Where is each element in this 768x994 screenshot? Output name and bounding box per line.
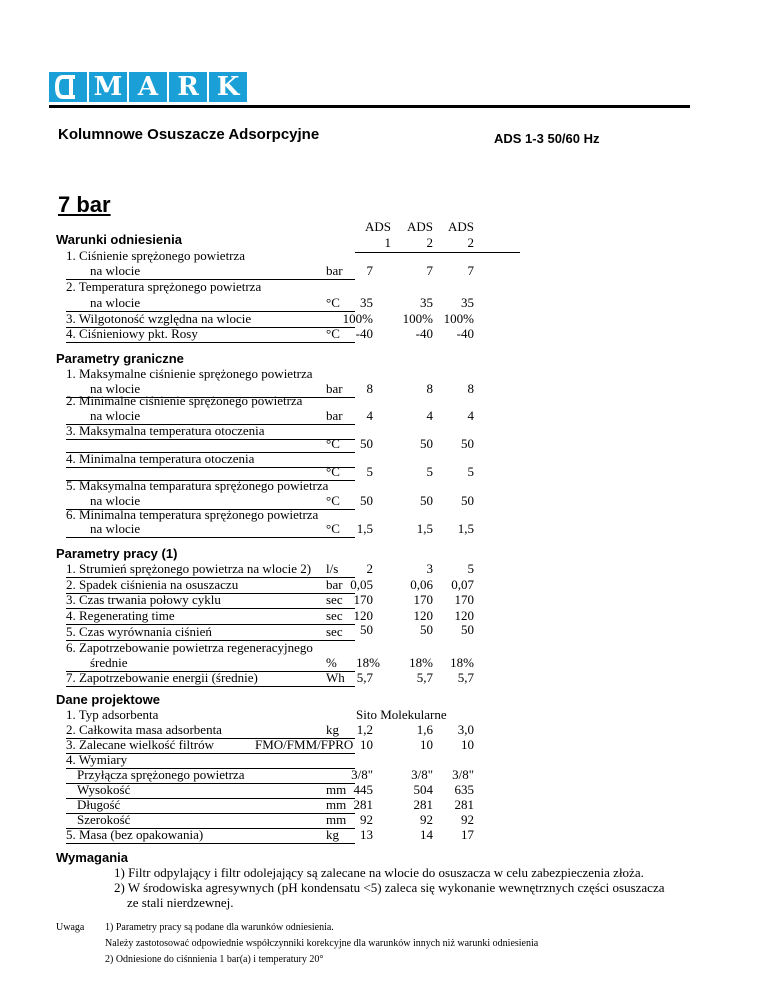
- requirement-item: 1) Filtr odpylający i filtr odolejający są zalecane na wlocie do osuszacza w celu zabezpieczenia złoża.: [114, 865, 644, 880]
- row-label: 2. Temperatura sprężonego powietrza: [66, 279, 262, 294]
- value-cell: 2: [366, 561, 373, 576]
- row-label: na wlocie: [90, 295, 141, 310]
- row-label: 5. Czas wyrównania ciśnień: [66, 624, 212, 639]
- row-label: na wlocie: [90, 521, 141, 536]
- value-cell: 18%: [409, 655, 433, 670]
- value-cell: 5: [467, 561, 474, 576]
- note-item: Należy zastotosować odpowiednie współczynniki korekcyjne dla warunków innych niż warunki odniesienia: [105, 938, 539, 949]
- value-cell: 170: [353, 592, 373, 607]
- value-cell: 8: [366, 381, 373, 396]
- unit-label: °C: [326, 295, 340, 310]
- value-cell: 120: [353, 608, 373, 623]
- value-cell: 50: [420, 622, 433, 637]
- row-underline: [66, 686, 355, 687]
- row-label: na wlocie: [90, 263, 141, 278]
- row-label: 2. Minimalne ciśnienie sprężonego powietrza: [66, 393, 303, 408]
- row-underline: [66, 467, 355, 468]
- value-cell: 100%: [443, 311, 474, 326]
- value-cell: 50: [360, 622, 373, 637]
- value-cell: 5: [366, 464, 373, 479]
- column-header: ADS 2: [406, 219, 433, 250]
- logo-letter: K: [209, 72, 247, 102]
- value-cell: 13: [360, 827, 373, 842]
- row-label: 4. Regenerating time: [66, 608, 175, 623]
- value-cell: -40: [355, 326, 373, 341]
- header-rule: [49, 105, 690, 108]
- unit-label: Wh: [326, 670, 345, 685]
- unit-label: kg: [326, 827, 339, 842]
- row-underline: [66, 843, 355, 844]
- row-label: Długość: [77, 797, 121, 812]
- row-label: na wlocie: [90, 493, 141, 508]
- requirement-item: 2) W środowiska agresywnych (pH kondensatu <5) zaleca się wykonanie wewnętrznych części osuszacza: [114, 880, 665, 895]
- value-cell: 35: [360, 295, 373, 310]
- requirements-title: Wymagania: [56, 850, 129, 865]
- value-cell: 50: [360, 436, 373, 451]
- value-cell: -40: [456, 326, 474, 341]
- row-label: na wlocie: [90, 408, 141, 423]
- value-cell: 50: [360, 493, 373, 508]
- value-cell: 50: [420, 436, 433, 451]
- row-label: 4. Minimalna temperatura otoczenia: [66, 451, 255, 466]
- row-label: 7. Zapotrzebowanie energii (średnie): [66, 670, 258, 685]
- unit-label: mm: [326, 812, 347, 827]
- value-cell: 445: [353, 782, 373, 797]
- unit-label: %: [326, 655, 337, 670]
- value-cell: 1,5: [356, 521, 373, 536]
- logo-mark-symbol: [49, 72, 87, 102]
- unit-label: FMO/FMM/FPRO: [255, 737, 354, 752]
- row-label: 1. Ciśnienie sprężonego powietrza: [66, 248, 246, 263]
- value-cell: 5,7: [356, 670, 373, 685]
- value-cell: 3: [426, 561, 433, 576]
- unit-label: °C: [326, 493, 340, 508]
- value-cell: 17: [461, 827, 474, 842]
- logo-letter: M: [89, 72, 127, 102]
- value-cell: 170: [413, 592, 433, 607]
- requirement-item: ze stali nierdzewnej.: [127, 895, 234, 910]
- value-cell: 50: [461, 436, 474, 451]
- value-cell: 0,07: [451, 577, 474, 592]
- value-cell: 3/8": [411, 767, 433, 782]
- section-title: Dane projektowe: [56, 692, 161, 707]
- unit-label: bar: [326, 381, 343, 396]
- section-title: Parametry pracy (1): [56, 546, 178, 561]
- value-cell: 7: [426, 263, 433, 278]
- unit-label: °C: [326, 464, 340, 479]
- value-cell: 100%: [402, 311, 433, 326]
- row-underline: [66, 439, 355, 440]
- value-cell: 281: [413, 797, 433, 812]
- unit-label: l/s: [326, 561, 339, 576]
- value-cell: 92: [420, 812, 433, 827]
- mark-logo: [49, 72, 247, 102]
- value-cell: 100%: [342, 311, 373, 326]
- row-label: 4. Ciśnieniowy pkt. Rosy: [66, 326, 198, 341]
- value-cell: 92: [461, 812, 474, 827]
- unit-label: mm: [326, 782, 347, 797]
- pressure-title: 7 bar: [58, 192, 111, 217]
- value-cell: 10: [461, 737, 474, 752]
- unit-label: sec: [326, 608, 343, 623]
- value-cell: 504: [413, 782, 433, 797]
- value-cell: 120: [454, 608, 474, 623]
- value-cell: 7: [366, 263, 373, 278]
- value-cell: 7: [467, 263, 474, 278]
- value-cell: 281: [353, 797, 373, 812]
- value-cell: 8: [467, 381, 474, 396]
- row-label: Szerokość: [77, 812, 131, 827]
- value-cell: Sito Molekularne: [356, 707, 447, 722]
- row-label: 5. Masa (bez opakowania): [66, 827, 204, 842]
- row-label: 1. Strumień sprężonego powietrza na wlocie 2): [66, 561, 312, 576]
- row-label: 3. Maksymalna temperatura otoczenia: [66, 423, 265, 438]
- value-cell: 3/8": [452, 767, 474, 782]
- unit-label: sec: [326, 624, 343, 639]
- section-title: Warunki odniesienia: [56, 232, 182, 247]
- unit-label: bar: [326, 408, 343, 423]
- row-label: 3. Wilgotoność względna na wlocie: [66, 311, 252, 326]
- unit-label: °C: [326, 521, 340, 536]
- value-cell: 281: [454, 797, 474, 812]
- row-underline: [66, 342, 355, 343]
- value-cell: 50: [420, 493, 433, 508]
- unit-label: mm: [326, 797, 347, 812]
- value-cell: 3/8": [351, 767, 373, 782]
- row-label: na wlocie: [90, 381, 141, 396]
- value-cell: 120: [413, 608, 433, 623]
- value-cell: 635: [454, 782, 474, 797]
- note-item: 1) Parametry pracy są podane dla warunków odniesienia.: [105, 922, 334, 933]
- value-cell: 0,06: [410, 577, 433, 592]
- value-cell: 50: [461, 622, 474, 637]
- value-cell: 4: [467, 408, 474, 423]
- note-item: 2) Odniesione do ciśnnienia 1 bar(a) i temperatury 20°: [105, 954, 324, 965]
- column-header: ADS 2: [447, 219, 474, 250]
- value-cell: 18%: [450, 655, 474, 670]
- value-cell: 5: [467, 464, 474, 479]
- logo-letter: R: [169, 72, 207, 102]
- value-cell: 5: [426, 464, 433, 479]
- row-label: 6. Zapotrzebowanie powietrza regeneracyjnego: [66, 640, 313, 655]
- value-cell: 1,2: [356, 722, 373, 737]
- value-cell: 92: [360, 812, 373, 827]
- unit-label: bar: [326, 577, 343, 592]
- header-underline: [355, 252, 520, 253]
- value-cell: 10: [360, 737, 373, 752]
- row-label: 2. Całkowita masa adsorbenta: [66, 722, 222, 737]
- model-label: ADS 1-3 50/60 Hz: [494, 131, 600, 146]
- value-cell: 170: [454, 592, 474, 607]
- value-cell: 4: [366, 408, 373, 423]
- value-cell: 14: [420, 827, 433, 842]
- unit-label: °C: [326, 326, 340, 341]
- row-label: Wysokość: [77, 782, 131, 797]
- value-cell: 18%: [356, 655, 380, 670]
- row-label: 4. Wymiary: [66, 752, 128, 767]
- row-label: 1. Typ adsorbenta: [66, 707, 159, 722]
- row-label: 2. Spadek ciśnienia na osuszaczu: [66, 577, 239, 592]
- section-title: Parametry graniczne: [56, 351, 184, 366]
- value-cell: 5,7: [457, 670, 474, 685]
- value-cell: 0,05: [350, 577, 373, 592]
- value-cell: 4: [426, 408, 433, 423]
- unit-label: kg: [326, 722, 339, 737]
- value-cell: 3,0: [457, 722, 474, 737]
- logo-letter: A: [129, 72, 167, 102]
- row-label: 3. Zalecane wielkość filtrów: [66, 737, 214, 752]
- value-cell: 35: [420, 295, 433, 310]
- value-cell: 1,6: [416, 722, 433, 737]
- row-label: 6. Minimalna temperatura sprężonego powietrza: [66, 507, 319, 522]
- value-cell: 1,5: [416, 521, 433, 536]
- value-cell: 5,7: [416, 670, 433, 685]
- unit-label: sec: [326, 592, 343, 607]
- note-label: Uwaga: [56, 922, 85, 933]
- unit-label: bar: [326, 263, 343, 278]
- value-cell: 35: [461, 295, 474, 310]
- row-label: 5. Maksymalna temparatura sprężonego powietrza: [66, 478, 329, 493]
- row-label: 3. Czas trwania połowy cyklu: [66, 592, 221, 607]
- value-cell: 10: [420, 737, 433, 752]
- value-cell: 8: [426, 381, 433, 396]
- row-underline: [66, 537, 355, 538]
- doc-title: Kolumnowe Osuszacze Adsorpcyjne: [58, 126, 320, 143]
- column-header: ADS 1: [364, 219, 391, 250]
- value-cell: -40: [415, 326, 433, 341]
- row-label: średnie: [90, 655, 128, 670]
- value-cell: 1,5: [457, 521, 474, 536]
- row-label: 1. Maksymalne ciśnienie sprężonego powietrza: [66, 366, 313, 381]
- value-cell: 50: [461, 493, 474, 508]
- unit-label: °C: [326, 436, 340, 451]
- row-label: Przyłącza sprężonego powietrza: [77, 767, 245, 782]
